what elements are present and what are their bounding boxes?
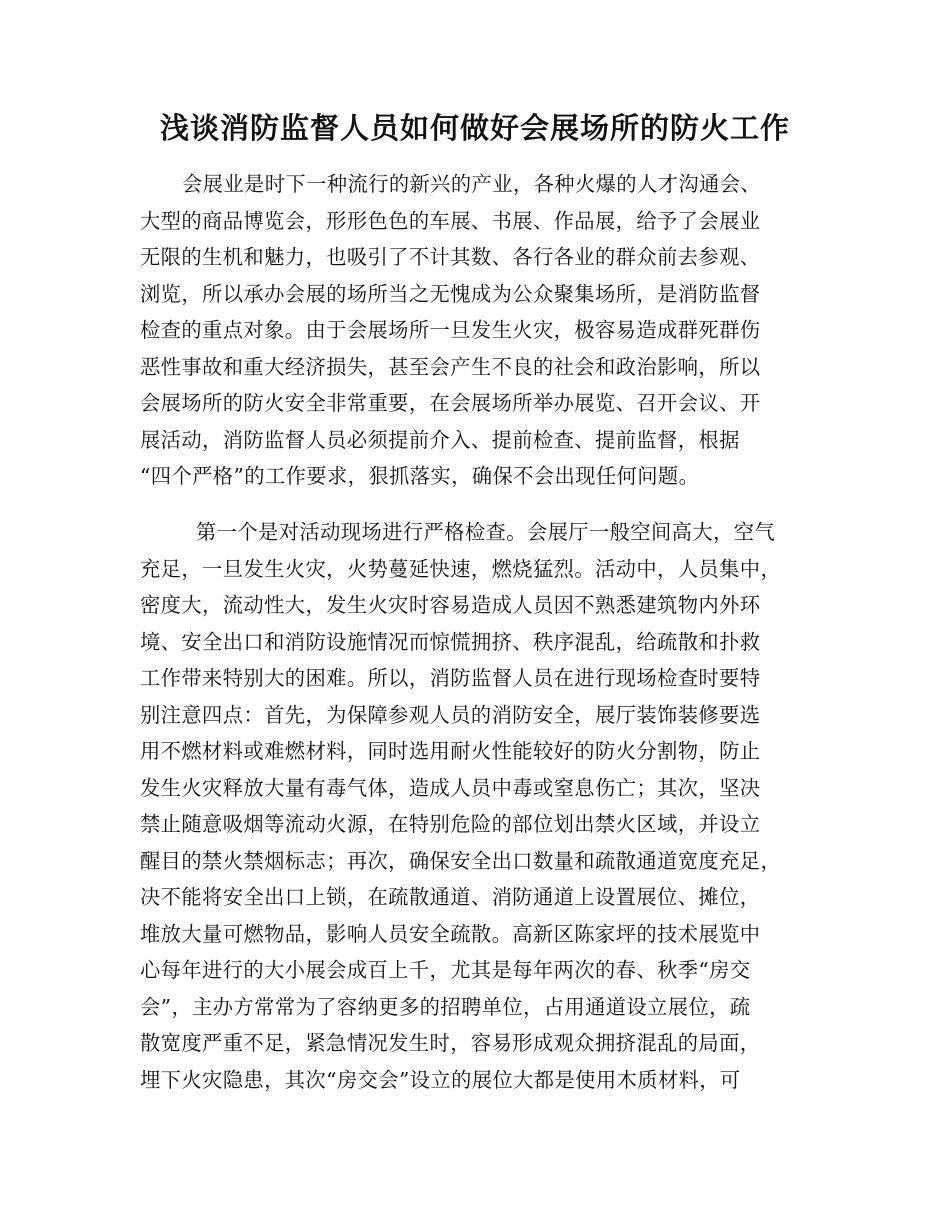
paragraph-line: 醒目的禁火禁烟标志；再次，确保安全出口数量和疏散通道宽度充足， [140,848,782,873]
paragraph-line: 会展业是时下一种流行的新兴的产业，各种火爆的人才沟通会、 [182,172,762,196]
paragraph-line: 埋下火灾隐患，其次“房交会”设立的展位大都是使用木质材料，可 [140,1067,741,1092]
paragraph-line: 充足，一旦发生火灾，火势蔓延快速，燃烧猛烈。活动中，人员集中， [140,556,782,581]
paragraph-line: 会”，主办方常常为了容纳更多的招聘单位，占用通道设立展位，疏 [140,994,751,1019]
paragraph-line: 发生火灾释放大量有毒气体，造成人员中毒或窒息伤亡；其次，坚决 [140,775,761,800]
document-title: 浅谈消防监督人员如何做好会展场所的防火工作 [159,111,790,145]
paragraph-line: 会展场所的防火安全非常重要，在会展场所举办展览、召开会议、开 [140,391,761,415]
paragraph-line: 别注意四点：首先，为保障参观人员的消防安全，展厅装饰装修要选 [140,702,761,727]
paragraph-line: 决不能将安全出口上锁，在疏散通道、消防通道上设置展位、摊位， [140,885,761,909]
paragraph-line: 境、安全出口和消防设施情况而惊慌拥挤、秩序混乱，给疏散和扑救 [140,629,761,654]
paragraph-line: 展活动，消防监督人员必须提前介入、提前检查、提前监督，根据 [140,427,740,452]
paragraph-line: 密度大，流动性大，发生火灾时容易造成人员因不熟悉建筑物内外环 [140,593,761,617]
paragraph-line: 无限的生机和魅力，也吸引了不计其数、各行各业的群众前去参观、 [140,245,761,269]
paragraph-line: 散宽度严重不足，紧急情况发生时，容易形成观众拥挤混乱的局面， [140,1031,761,1055]
paragraph-line: 心每年进行的大小展会成百上千，尤其是每年两次的春、秋季“房交 [140,958,751,982]
paragraph-intro [140,166,810,495]
paragraph-line: 堆放大量可燃物品，影响人员安全疏散。高新区陈家坪的技术展览中 [140,921,761,946]
paragraph-line: “四个严格”的工作要求，狠抓落实，确保不会出现任何问题。 [140,464,700,488]
paragraph-line: 检查的重点对象。由于会展场所一旦发生火灾，极容易造成群死群伤 [140,318,761,342]
paragraph-line: 工作带来特别大的困难。所以，消防监督人员在进行现场检查时要特 [140,666,761,690]
paragraph-line: 用不燃材料或难燃材料，同时选用耐火性能较好的防火分割物，防止 [140,739,761,763]
paragraph-line: 大型的商品博览会，形形色色的车展、书展、作品展，给予了会展业 [140,208,761,233]
paragraph-site-inspection [140,514,810,1098]
paragraph-line: 第一个是对活动现场进行严格检查。会展厅一般空间高大，空气 [196,520,776,544]
paragraph-line: 恶性事故和重大经济损失，甚至会产生不良的社会和政治影响，所以 [140,354,761,379]
paragraph-line: 禁止随意吸烟等流动火源，在特别危险的部位划出禁火区域，并设立 [140,812,761,836]
paragraph-line: 浏览，所以承办会展的场所当之无愧成为公众聚集场所，是消防监督 [140,281,761,306]
